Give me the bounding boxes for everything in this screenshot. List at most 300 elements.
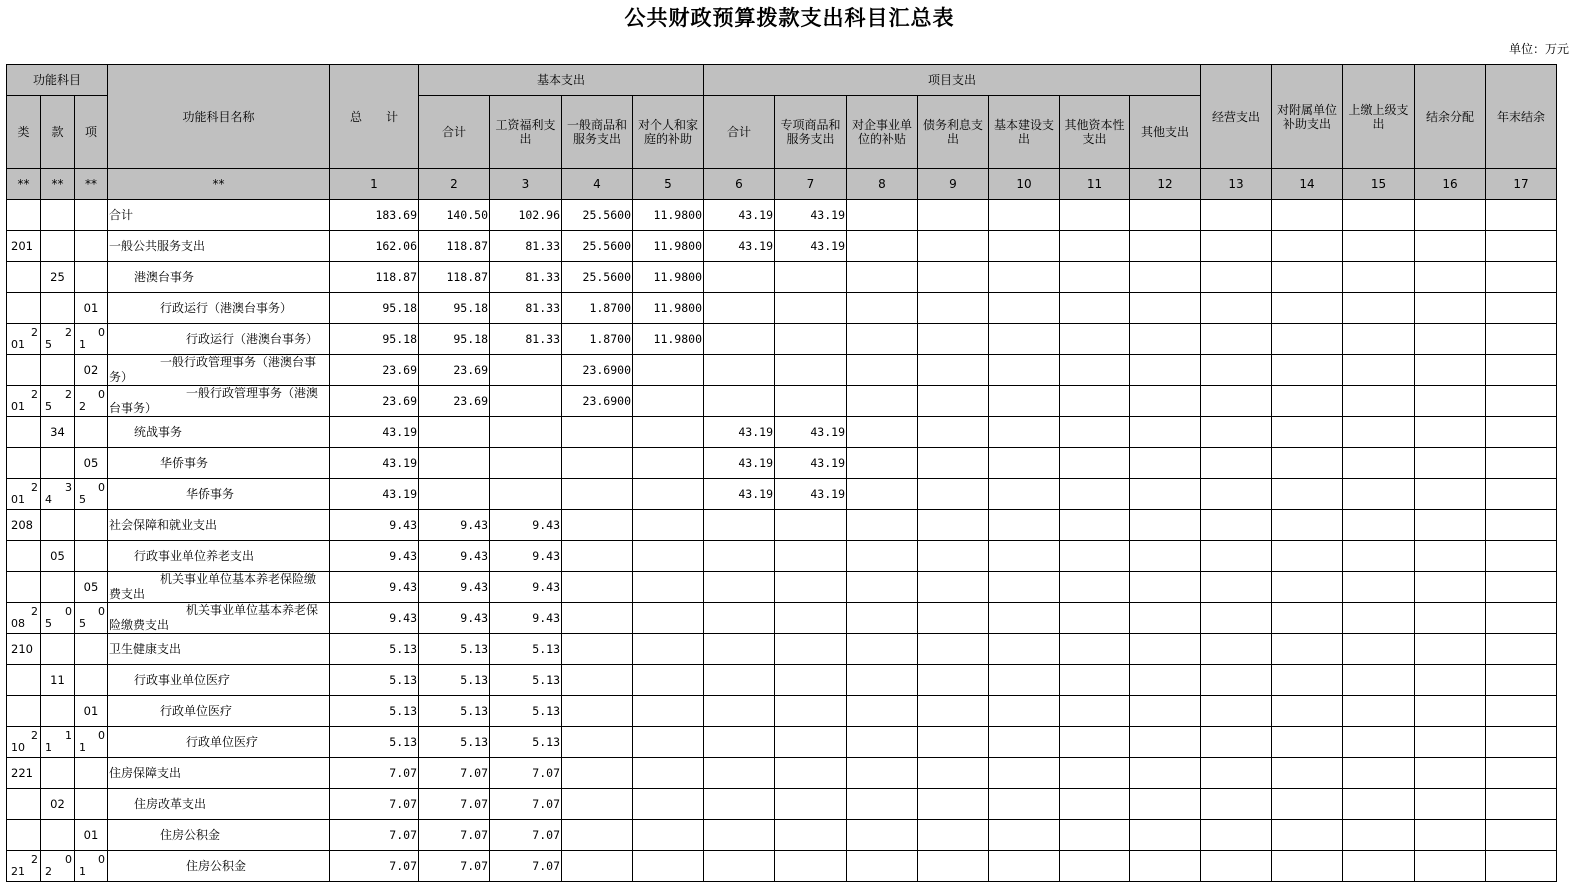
- mark-xiang: **: [75, 169, 108, 200]
- xiang-code: 05: [75, 448, 108, 479]
- xiang-code-top: 0: [98, 853, 105, 866]
- xiang-code: [75, 758, 108, 789]
- value-cell: [1201, 851, 1272, 882]
- value-cell: [918, 510, 989, 541]
- value-cell: [1201, 479, 1272, 510]
- value-cell: [1343, 789, 1415, 820]
- header-basic-0: 合计: [419, 96, 490, 169]
- value-cell: [1486, 479, 1557, 510]
- kuan-code-top: 1: [65, 729, 72, 742]
- header-project-6: 其他支出: [1130, 96, 1201, 169]
- value-cell: [1415, 603, 1486, 634]
- value-cell: [562, 696, 633, 727]
- value-cell: [1272, 262, 1343, 293]
- value-cell: [847, 696, 918, 727]
- subject-name-line1: 一般行政管理事务（港澳台事: [160, 355, 317, 369]
- value-cell: [847, 386, 918, 417]
- value-cell: [562, 727, 633, 758]
- table-row: [7, 231, 1557, 262]
- value-cell: [918, 665, 989, 696]
- header-project: 项目支出: [704, 65, 1201, 96]
- kuan-code: [41, 820, 75, 851]
- value-cell: 140.50: [419, 200, 490, 231]
- value-cell: [704, 386, 775, 417]
- subject-name: 住房公积金: [108, 820, 330, 851]
- value-cell: [1201, 231, 1272, 262]
- value-cell: [1201, 510, 1272, 541]
- value-cell: [704, 262, 775, 293]
- value-cell: 23.6900: [562, 355, 633, 386]
- value-cell: [1060, 851, 1130, 882]
- column-number: 8: [847, 169, 918, 200]
- value-cell: [1130, 262, 1201, 293]
- value-cell: [562, 510, 633, 541]
- subject-name-line2: 务）: [109, 370, 134, 384]
- lei-code: [7, 541, 41, 572]
- value-cell: [562, 851, 633, 882]
- value-cell: [704, 541, 775, 572]
- value-cell: [775, 572, 847, 603]
- value-cell: [1343, 603, 1415, 634]
- value-cell: [989, 231, 1060, 262]
- lei-code-cell: [7, 324, 41, 355]
- value-cell: [1486, 665, 1557, 696]
- column-number: 1: [330, 169, 419, 200]
- xiang-code-cell: [75, 386, 108, 417]
- table-row: [7, 789, 1557, 820]
- value-cell: [989, 634, 1060, 665]
- value-cell: [918, 355, 989, 386]
- value-cell: [633, 665, 704, 696]
- value-cell: 43.19: [704, 200, 775, 231]
- value-cell: 5.13: [330, 634, 419, 665]
- kuan-code-top: 0: [65, 605, 72, 618]
- value-cell: [1060, 262, 1130, 293]
- value-cell: [918, 479, 989, 510]
- subject-name: 住房改革支出: [108, 789, 330, 820]
- value-cell: [847, 293, 918, 324]
- xiang-code: 01: [75, 820, 108, 851]
- value-cell: 9.43: [419, 572, 490, 603]
- value-cell: [1130, 200, 1201, 231]
- value-cell: [775, 355, 847, 386]
- value-cell: [847, 758, 918, 789]
- xiang-code-bottom: 5: [79, 617, 86, 630]
- value-cell: [1272, 386, 1343, 417]
- value-cell: 95.18: [419, 293, 490, 324]
- subject-name: 住房公积金: [108, 851, 330, 882]
- subject-name-line2: 险缴费支出: [109, 618, 170, 632]
- value-cell: [1343, 448, 1415, 479]
- value-cell: [562, 541, 633, 572]
- value-cell: [1415, 727, 1486, 758]
- value-cell: [989, 200, 1060, 231]
- value-cell: [562, 417, 633, 448]
- value-cell: [847, 634, 918, 665]
- value-cell: 5.13: [490, 727, 562, 758]
- subject-name: 行政单位医疗: [108, 727, 330, 758]
- value-cell: [1130, 324, 1201, 355]
- value-cell: 43.19: [775, 479, 847, 510]
- value-cell: [1486, 696, 1557, 727]
- value-cell: 95.18: [419, 324, 490, 355]
- lei-code-cell: [7, 727, 41, 758]
- value-cell: 9.43: [490, 603, 562, 634]
- value-cell: [704, 851, 775, 882]
- value-cell: 9.43: [490, 572, 562, 603]
- value-cell: [847, 262, 918, 293]
- value-cell: [1343, 355, 1415, 386]
- value-cell: [1201, 262, 1272, 293]
- lei-code: [7, 355, 41, 386]
- header-func-subject: 功能科目: [7, 65, 108, 96]
- table-row: [7, 200, 1557, 231]
- value-cell: [989, 386, 1060, 417]
- kuan-code: [41, 696, 75, 727]
- value-cell: [1272, 541, 1343, 572]
- value-cell: [1130, 727, 1201, 758]
- report-title: 公共财政预算拨款支出科目汇总表: [624, 5, 955, 30]
- value-cell: 183.69: [330, 200, 419, 231]
- value-cell: [1343, 696, 1415, 727]
- value-cell: [1201, 293, 1272, 324]
- value-cell: [775, 262, 847, 293]
- value-cell: 43.19: [330, 417, 419, 448]
- value-cell: [1415, 510, 1486, 541]
- table-row: [7, 541, 1557, 572]
- header-tail-0: 经营支出: [1201, 65, 1272, 169]
- value-cell: [1130, 231, 1201, 262]
- xiang-code-bottom: 1: [79, 865, 86, 878]
- kuan-code-top: 2: [65, 326, 72, 339]
- kuan-code: [41, 231, 75, 262]
- value-cell: [989, 262, 1060, 293]
- lei-code-cell: [7, 479, 41, 510]
- table-row: [7, 324, 1557, 355]
- value-cell: [847, 727, 918, 758]
- value-cell: 23.69: [419, 386, 490, 417]
- value-cell: [1486, 851, 1557, 882]
- table-row: [7, 355, 1557, 386]
- value-cell: [1415, 851, 1486, 882]
- subject-name-line1: 机关事业单位基本养老保险缴: [160, 572, 317, 586]
- kuan-code-bottom: 1: [45, 741, 52, 754]
- value-cell: [1201, 417, 1272, 448]
- value-cell: [1272, 200, 1343, 231]
- value-cell: [1060, 634, 1130, 665]
- value-cell: [989, 851, 1060, 882]
- lei-code-cell: [7, 851, 41, 882]
- value-cell: [1272, 696, 1343, 727]
- value-cell: [633, 417, 704, 448]
- value-cell: [1201, 696, 1272, 727]
- xiang-code: [75, 262, 108, 293]
- kuan-code-cell: [41, 727, 75, 758]
- value-cell: [704, 634, 775, 665]
- lei-code: 221: [7, 758, 41, 789]
- table-row: [7, 293, 1557, 324]
- lei-code: 208: [7, 510, 41, 541]
- value-cell: [562, 448, 633, 479]
- value-cell: [1272, 727, 1343, 758]
- column-number: 4: [562, 169, 633, 200]
- value-cell: [1343, 727, 1415, 758]
- value-cell: [775, 851, 847, 882]
- column-number: 13: [1201, 169, 1272, 200]
- value-cell: [1130, 510, 1201, 541]
- value-cell: [1486, 448, 1557, 479]
- value-cell: [633, 696, 704, 727]
- value-cell: [1415, 572, 1486, 603]
- value-cell: [1130, 603, 1201, 634]
- subject-name: 住房保障支出: [108, 758, 330, 789]
- value-cell: [633, 851, 704, 882]
- value-cell: [490, 448, 562, 479]
- kuan-code-cell: [41, 851, 75, 882]
- xiang-code-cell: [75, 851, 108, 882]
- header-tail-4: 年末结余: [1486, 65, 1557, 169]
- value-cell: [918, 603, 989, 634]
- value-cell: [847, 231, 918, 262]
- value-cell: [1201, 634, 1272, 665]
- value-cell: [1201, 820, 1272, 851]
- value-cell: [1130, 572, 1201, 603]
- value-cell: [1415, 417, 1486, 448]
- kuan-code: [41, 634, 75, 665]
- value-cell: 5.13: [330, 665, 419, 696]
- value-cell: [1486, 758, 1557, 789]
- xiang-code-bottom: 1: [79, 338, 86, 351]
- value-cell: [1415, 262, 1486, 293]
- subject-name: 华侨事务: [108, 479, 330, 510]
- header-tail-1: 对附属单位补助支出: [1272, 65, 1343, 169]
- value-cell: [847, 541, 918, 572]
- kuan-code: 34: [41, 417, 75, 448]
- xiang-code-top: 0: [98, 481, 105, 494]
- value-cell: 43.19: [704, 417, 775, 448]
- header-project-0: 合计: [704, 96, 775, 169]
- subject-name-line2: 台事务）: [109, 401, 158, 415]
- value-cell: [775, 510, 847, 541]
- lei-code-bottom: 01: [11, 493, 25, 506]
- value-cell: [1130, 634, 1201, 665]
- value-cell: [1130, 789, 1201, 820]
- kuan-code: [41, 572, 75, 603]
- value-cell: [1415, 231, 1486, 262]
- value-cell: [989, 758, 1060, 789]
- subject-name: 合计: [108, 200, 330, 231]
- value-cell: [847, 355, 918, 386]
- value-cell: [847, 603, 918, 634]
- xiang-code: [75, 417, 108, 448]
- value-cell: [1060, 603, 1130, 634]
- value-cell: [918, 758, 989, 789]
- column-number: 12: [1130, 169, 1201, 200]
- lei-code: [7, 200, 41, 231]
- column-number: 7: [775, 169, 847, 200]
- table-row: [7, 727, 1557, 758]
- value-cell: [633, 355, 704, 386]
- xiang-code-top: 0: [98, 605, 105, 618]
- value-cell: [989, 355, 1060, 386]
- value-cell: [633, 820, 704, 851]
- header-tail-3: 结余分配: [1415, 65, 1486, 169]
- value-cell: 102.96: [490, 200, 562, 231]
- lei-code: [7, 665, 41, 696]
- header-project-1: 专项商品和服务支出: [775, 96, 847, 169]
- value-cell: [633, 386, 704, 417]
- value-cell: [1486, 355, 1557, 386]
- lei-code-top: 2: [31, 729, 38, 742]
- value-cell: [704, 572, 775, 603]
- column-number: 9: [918, 169, 989, 200]
- xiang-code: 05: [75, 572, 108, 603]
- value-cell: 11.9800: [633, 262, 704, 293]
- value-cell: [918, 572, 989, 603]
- xiang-code: 02: [75, 355, 108, 386]
- value-cell: 7.07: [419, 820, 490, 851]
- value-cell: 5.13: [330, 696, 419, 727]
- lei-code-top: 2: [31, 605, 38, 618]
- header-xiang: 项: [75, 96, 108, 169]
- value-cell: 81.33: [490, 231, 562, 262]
- kuan-code: 11: [41, 665, 75, 696]
- value-cell: 5.13: [330, 727, 419, 758]
- subject-name: 行政事业单位医疗: [108, 665, 330, 696]
- header-name: 功能科目名称: [108, 65, 330, 169]
- value-cell: [989, 665, 1060, 696]
- header-project-3: 债务利息支出: [918, 96, 989, 169]
- value-cell: [1272, 293, 1343, 324]
- value-cell: 7.07: [330, 851, 419, 882]
- value-cell: [775, 696, 847, 727]
- value-cell: [775, 665, 847, 696]
- value-cell: [989, 479, 1060, 510]
- value-cell: [704, 603, 775, 634]
- value-cell: [989, 293, 1060, 324]
- value-cell: [633, 789, 704, 820]
- value-cell: 43.19: [704, 231, 775, 262]
- value-cell: [775, 758, 847, 789]
- table-row: [7, 417, 1557, 448]
- value-cell: [1060, 200, 1130, 231]
- header-project-5: 其他资本性支出: [1060, 96, 1130, 169]
- value-cell: 43.19: [775, 231, 847, 262]
- lei-code: 201: [7, 231, 41, 262]
- value-cell: [775, 324, 847, 355]
- subject-name: 行政事业单位养老支出: [108, 541, 330, 572]
- value-cell: 7.07: [330, 789, 419, 820]
- lei-code: [7, 572, 41, 603]
- xiang-code-top: 0: [98, 388, 105, 401]
- value-cell: [1060, 448, 1130, 479]
- column-number: 11: [1060, 169, 1130, 200]
- mark-name: **: [108, 169, 330, 200]
- xiang-code: 01: [75, 293, 108, 324]
- value-cell: [1343, 386, 1415, 417]
- value-cell: [1415, 820, 1486, 851]
- value-cell: 81.33: [490, 293, 562, 324]
- lei-code-bottom: 01: [11, 338, 25, 351]
- table-row: [7, 386, 1557, 417]
- value-cell: 7.07: [490, 789, 562, 820]
- value-cell: [989, 727, 1060, 758]
- value-cell: [1272, 758, 1343, 789]
- kuan-code-bottom: 4: [45, 493, 52, 506]
- value-cell: [562, 665, 633, 696]
- value-cell: [989, 448, 1060, 479]
- kuan-code-cell: [41, 386, 75, 417]
- unit-label: 单位：万元: [1508, 42, 1569, 56]
- value-cell: [918, 820, 989, 851]
- value-cell: [775, 727, 847, 758]
- value-cell: 43.19: [330, 448, 419, 479]
- value-cell: [847, 665, 918, 696]
- value-cell: [1486, 231, 1557, 262]
- value-cell: [562, 758, 633, 789]
- value-cell: 1.8700: [562, 324, 633, 355]
- value-cell: [989, 572, 1060, 603]
- lei-code-bottom: 08: [11, 617, 25, 630]
- value-cell: [918, 851, 989, 882]
- value-cell: 43.19: [775, 448, 847, 479]
- value-cell: [775, 293, 847, 324]
- value-cell: [633, 479, 704, 510]
- value-cell: [1415, 386, 1486, 417]
- table-row: [7, 510, 1557, 541]
- value-cell: [1343, 634, 1415, 665]
- xiang-code: 01: [75, 696, 108, 727]
- value-cell: [1272, 572, 1343, 603]
- value-cell: [918, 727, 989, 758]
- kuan-code-bottom: 5: [45, 400, 52, 413]
- lei-code: [7, 789, 41, 820]
- table-row: [7, 758, 1557, 789]
- header-basic-3: 对个人和家庭的补助: [633, 96, 704, 169]
- value-cell: [1130, 541, 1201, 572]
- kuan-code-top: 0: [65, 853, 72, 866]
- lei-code-top: 2: [31, 481, 38, 494]
- value-cell: [490, 386, 562, 417]
- value-cell: [989, 541, 1060, 572]
- subject-name: 行政运行（港澳台事务）: [108, 324, 330, 355]
- value-cell: [1201, 665, 1272, 696]
- value-cell: [704, 324, 775, 355]
- value-cell: 11.9800: [633, 324, 704, 355]
- value-cell: [1272, 603, 1343, 634]
- value-cell: [918, 696, 989, 727]
- value-cell: 7.07: [330, 820, 419, 851]
- value-cell: 118.87: [330, 262, 419, 293]
- value-cell: [1201, 572, 1272, 603]
- value-cell: [1272, 231, 1343, 262]
- value-cell: [1415, 541, 1486, 572]
- value-cell: [989, 417, 1060, 448]
- value-cell: [1486, 386, 1557, 417]
- value-cell: [704, 727, 775, 758]
- table-row: [7, 696, 1557, 727]
- value-cell: 11.9800: [633, 293, 704, 324]
- value-cell: 5.13: [419, 665, 490, 696]
- value-cell: [1130, 820, 1201, 851]
- value-cell: [989, 603, 1060, 634]
- value-cell: 5.13: [419, 634, 490, 665]
- xiang-code-top: 0: [98, 326, 105, 339]
- table-row: [7, 665, 1557, 696]
- value-cell: [1060, 386, 1130, 417]
- value-cell: [1060, 417, 1130, 448]
- table-row: [7, 572, 1557, 603]
